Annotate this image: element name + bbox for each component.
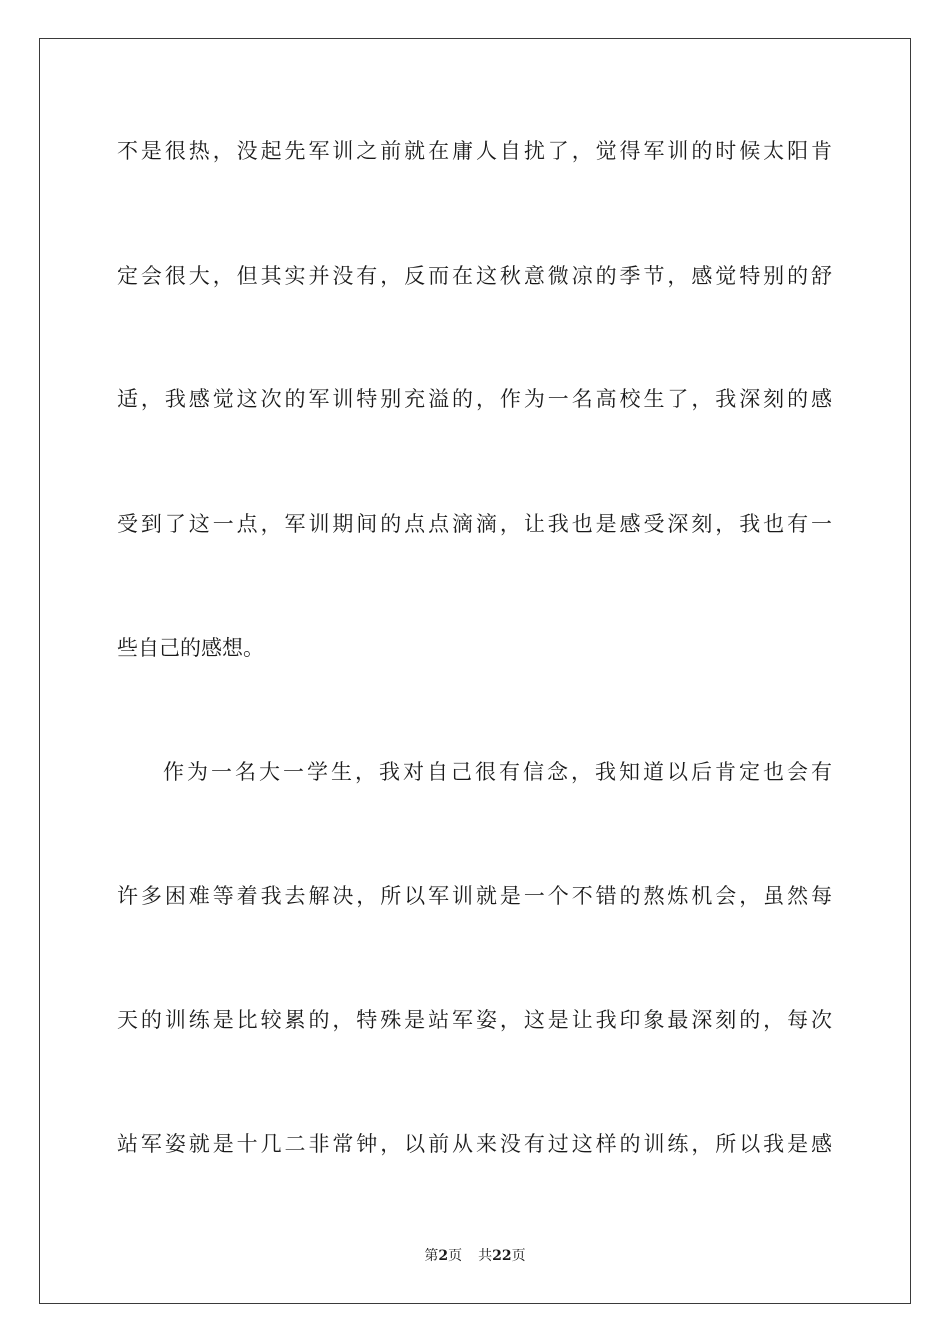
page-number: 2: [438, 1248, 449, 1264]
body-text-line: 受到了这一点，军训期间的点点滴滴，让我也是感受深刻，我也有一: [117, 512, 832, 536]
body-text-line: 定会很大，但其实并没有，反而在这秋意微凉的季节，感觉特别的舒: [117, 264, 832, 288]
body-text-line: 天的训练是比较累的，特殊是站军姿，这是让我印象最深刻的，每次: [117, 1008, 832, 1032]
body-text-line: 适，我感觉这次的军训特别充溢的，作为一名高校生了，我深刻的感: [117, 387, 832, 411]
page-suffix: 页: [448, 1248, 463, 1264]
total-prefix: 共: [478, 1248, 493, 1264]
paragraph-first-line: 作为一名大一学生，我对自己很有信念，我知道以后肯定也会有: [163, 760, 832, 784]
page-border: [39, 38, 911, 1304]
body-text-line: 些自己的感想。: [117, 636, 264, 660]
page-prefix: 第: [424, 1248, 439, 1264]
body-text-line: 站军姿就是十几二非常钟，以前从来没有过这样的训练，所以我是感: [117, 1132, 832, 1156]
total-suffix: 页: [511, 1248, 526, 1264]
page-footer: [0, 1246, 950, 1266]
body-text-line: 许多困难等着我去解决，所以军训就是一个不错的熬炼机会，虽然每: [117, 884, 832, 908]
total-pages: 22: [492, 1248, 512, 1264]
body-text-line: 不是很热，没起先军训之前就在庸人自扰了，觉得军训的时候太阳肯: [117, 139, 832, 163]
